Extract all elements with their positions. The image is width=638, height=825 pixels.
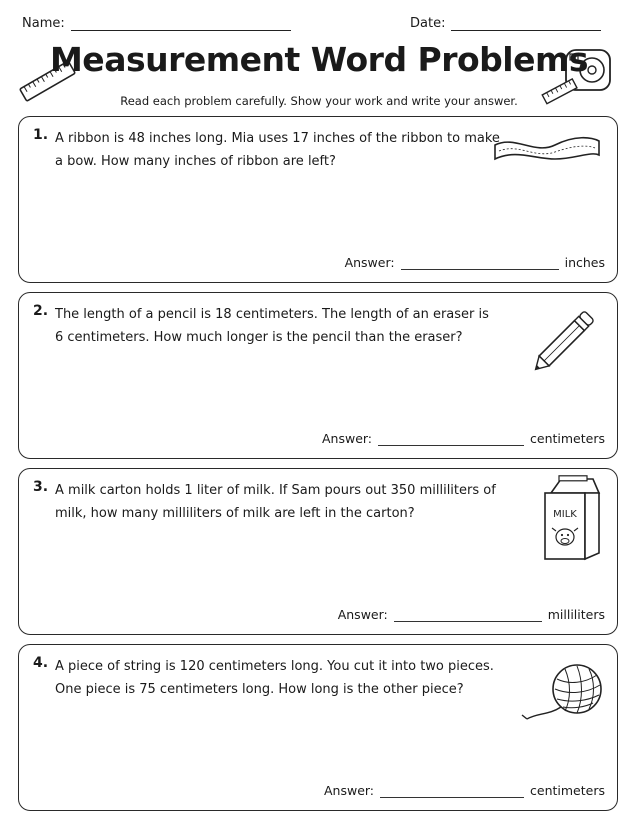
name-field[interactable]	[22, 16, 291, 31]
answer-row	[338, 607, 605, 622]
instructions-text: Read each problem carefully. Show your work and write your answer.	[120, 94, 518, 108]
answer-blank[interactable]	[380, 785, 524, 798]
answer-blank[interactable]	[378, 433, 524, 446]
answer-unit: inches	[564, 255, 605, 270]
problem-text: The length of a pencil is 18 centimeters. The length of an eraser is 6 centimeters. How much longer is the pencil than the eraser?	[55, 307, 489, 345]
answer-blank[interactable]	[401, 257, 559, 270]
answer-label: Answer:	[337, 607, 388, 622]
problem-text: A piece of string is 120 centimeters long. You cut it into two pieces. One piece is 75 centimeters long. How long is the other piece?	[55, 659, 494, 697]
date-label: Date:	[410, 16, 446, 31]
answer-row	[322, 431, 605, 446]
problem-text: A ribbon is 48 inches long. Mia uses 17 inches of the ribbon to make a bow. How many inches of ribbon are left?	[55, 131, 500, 169]
name-blank-line[interactable]	[71, 18, 291, 31]
milk-label: MILK	[553, 509, 577, 520]
name-label: Name:	[22, 16, 65, 31]
problem-number: 1.	[33, 127, 49, 143]
yarn-ball-icon	[519, 663, 611, 723]
answer-row	[345, 255, 605, 270]
answer-label: Answer:	[321, 431, 373, 446]
milk-carton-icon	[541, 475, 603, 561]
problem-card-4	[18, 644, 618, 811]
page-title: Measurement Word Problems	[49, 40, 589, 79]
answer-unit: milliliters	[547, 607, 605, 622]
problem-text: A milk carton holds 1 liter of milk. If Sam pours out 350 milliliters of milk, how many milliliters of milk are left in the carton?	[55, 483, 496, 521]
problem-number: 3.	[33, 479, 49, 495]
answer-label: Answer:	[344, 255, 395, 270]
answer-label: Answer:	[323, 783, 375, 798]
answer-row	[324, 783, 605, 798]
problem-card-3	[18, 468, 618, 635]
date-blank-line[interactable]	[451, 18, 601, 31]
problem-number: 4.	[33, 655, 49, 671]
answer-unit: centimeters	[530, 783, 605, 798]
pencil-icon	[523, 299, 609, 379]
problem-card-1	[18, 116, 618, 283]
problem-number: 2.	[33, 303, 49, 319]
answer-blank[interactable]	[394, 609, 542, 622]
problem-card-2	[18, 292, 618, 459]
answer-unit: centimeters	[530, 431, 605, 446]
date-field[interactable]	[410, 16, 601, 31]
ribbon-icon	[491, 133, 603, 169]
